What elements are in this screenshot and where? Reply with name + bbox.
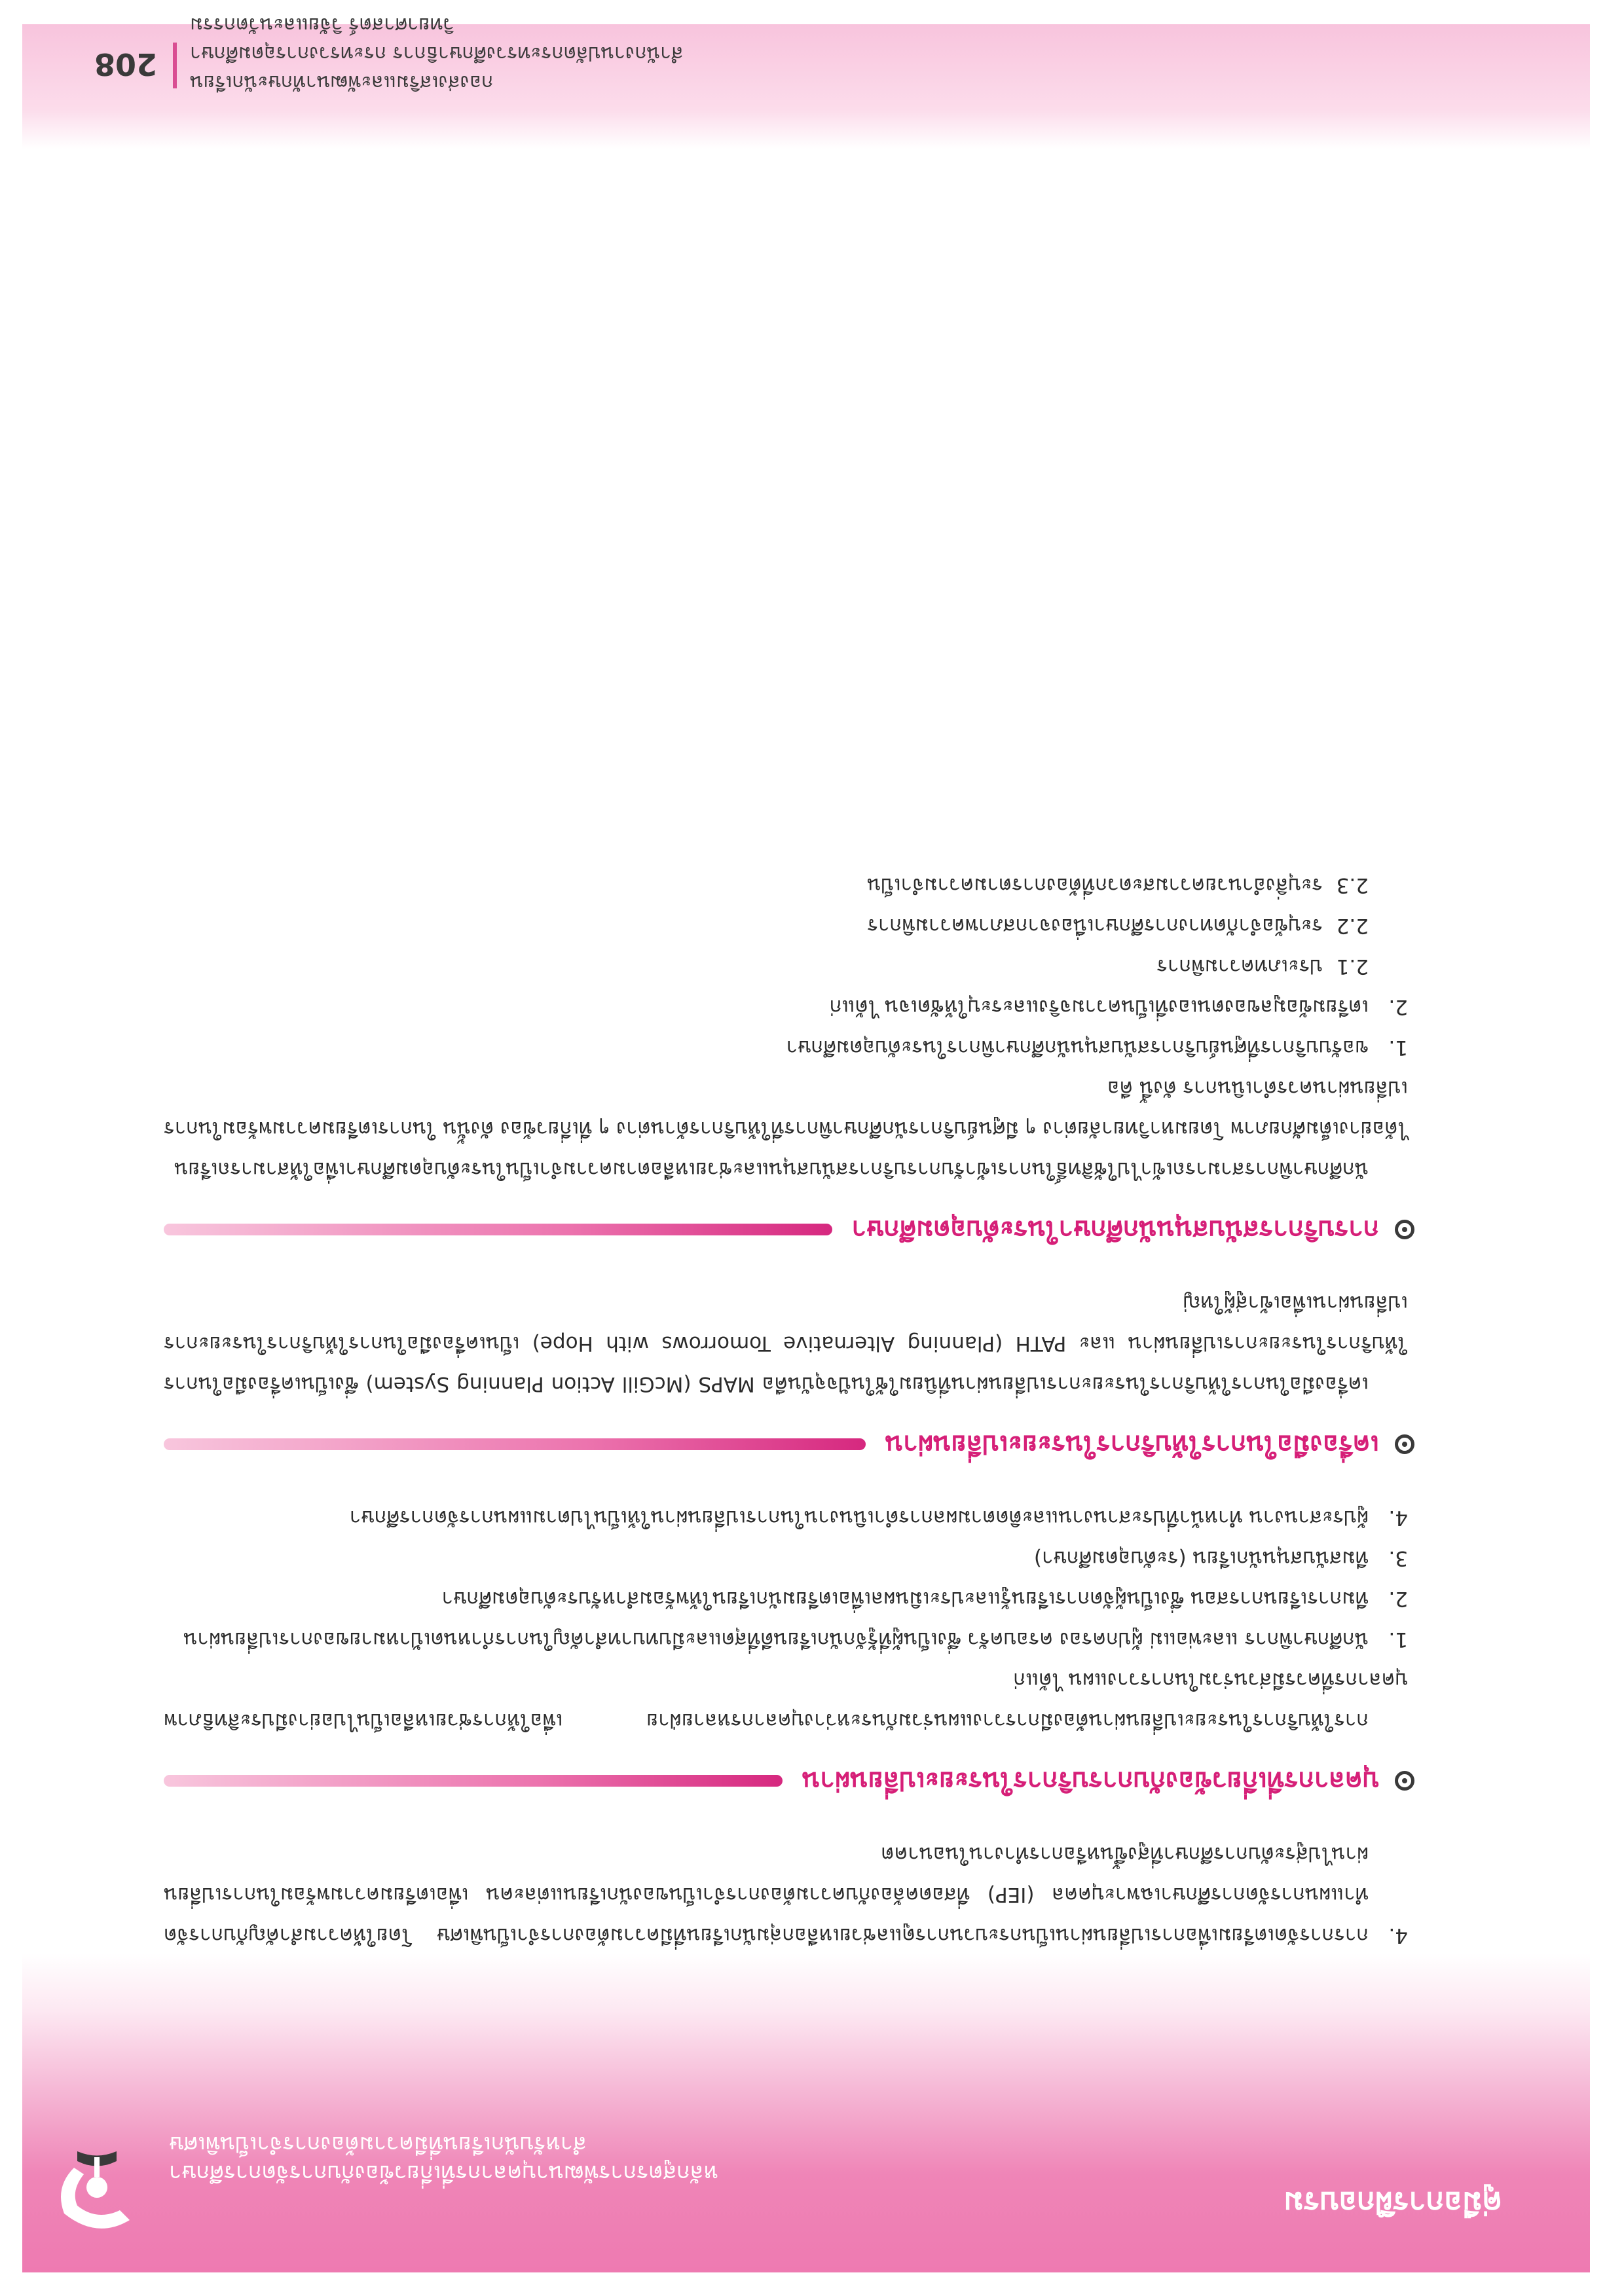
footer-organization	[190, 10, 786, 96]
page-number: 208	[94, 46, 157, 82]
section-title: บุคลากรที่เกี่ยวข้องกับการบริการในระยะเปลี่ยนผ่าน	[802, 1766, 1379, 1796]
brand-subtitle-line-1: หลักสูตรการพัฒนาบุคลากรที่เกี่ยวข้องกับการจัดการศึกษา	[169, 2160, 719, 2186]
sub-list-text: ประเภทความพิการ	[1156, 955, 1323, 978]
list-text: ผู้ประสานงาน ทำหน้าที่ประสานงานและติดตามผลการดำเนินงานในการเปลี่ยนผ่านให้เป็นไปตามแผนการจัดการศึกษา	[349, 1506, 1369, 1529]
brand-title: คู่มือการฝึกอบรม	[1283, 2185, 1502, 2221]
section-heading-transition-personnel	[164, 1758, 1414, 1804]
intro-list-item	[164, 1834, 1408, 1956]
list-item	[164, 1578, 1408, 1619]
footer-divider	[173, 43, 177, 88]
heading-rule	[164, 1438, 866, 1450]
heading-rule	[164, 1224, 832, 1235]
section-bullet-icon	[1395, 1220, 1414, 1239]
brand-subtitle-line-2: สำหรับนักเรียนที่มีความต้องการจำเป็นพิเศษ	[169, 2131, 587, 2157]
sub-list-text: ระบุข้อจำกัดทางการศึกษาเนื่องจากสภาพความพิการ	[867, 914, 1323, 938]
list-number: 3.	[1388, 1546, 1408, 1570]
sub-list-number: 2.2	[1336, 914, 1369, 938]
list-item	[164, 1497, 1408, 1538]
footer-line-2: สำนักงานปลัดกระทรวงศึกษาธิการ กระทรวงการอุดมศึกษา วิทยาศาสตร์ วิจัยและนวัตกรรม	[190, 13, 684, 65]
list-number: 4.	[1388, 1506, 1408, 1529]
sub-list-item	[164, 946, 1408, 987]
section-title: การบริการสนับสนุนนักศึกษาในระดับอุดมศึกษา	[851, 1214, 1379, 1245]
brand-subtitle	[169, 2130, 857, 2187]
header-band	[22, 1953, 1590, 2272]
section-title: เครื่องมือในการให้บริการในระยะเปลี่ยนผ่าน	[885, 1429, 1379, 1459]
list-text: เตรียมข้อมูลของตนเองที่เป็นความจริงและระบุให้ชัดเจน ได้แก่	[829, 995, 1369, 1019]
list-item	[164, 1538, 1408, 1578]
list-text: ทีมสนับสนุนนักเรียน (ระดับอุดมศึกษา)	[1033, 1546, 1369, 1570]
reading-person-logo-icon	[51, 2135, 143, 2233]
sub-list-number: 2.1	[1336, 955, 1369, 978]
section-paragraph: เครื่องมือในการให้บริการในระยะการเปลี่ยนผ่านที่นิยมใช้ในปัจจุบันคือ MAPS (McGill Action Planning System) ซึ่งเป็นเครื่องมือในการให้บริการในระยะการเปลี่ยนผ่าน และ PATH (Planning Alternative Tomorrows with Hope) เป็นเครื่องมือในการให้บริการในระยะการเปลี่ยนผ่านเพื่อเข้าสู่ผู้ใหญ่	[164, 1291, 1408, 1396]
main-content	[164, 865, 1408, 1956]
sub-list-number: 2.3	[1336, 873, 1369, 897]
list-item	[164, 1027, 1408, 1068]
sub-list-text: ระบุสิ่งอำนวยความสะดวกที่ต้องการตามความจำเป็น	[867, 873, 1323, 897]
list-number: 1.	[1388, 1036, 1408, 1059]
list-text: ทีมการเรียนการสอน ซึ่งเป็นผู้จัดการเรียนรู้และประเมินผลเพื่อเตรียมนักเรียนให้พร้อมสำหรับระดับอุดมศึกษา	[441, 1587, 1369, 1611]
list-text: นักศึกษาพิการ และพ่อแม่ ผู้ปกครอง ครอบครัว ซึ่งเป็นผู้ที่รู้จักนักเรียนดีที่สุดและมีบทบาทสำคัญในการกำหนดเป้าหมายของการเปลี่ยนผ่าน	[183, 1628, 1369, 1651]
list-item	[164, 1619, 1408, 1660]
heading-rule	[164, 1775, 783, 1787]
section-heading-higher-education-support	[164, 1207, 1414, 1252]
sub-list-item	[164, 865, 1408, 905]
list-item	[164, 987, 1408, 1027]
list-number: 4.	[1388, 1923, 1408, 1947]
section-paragraph: นักศึกษาพิการสามารถเข้าไปใช้สิทธิ์ในการเข้ารับการบริการสนับสนุนและช่วยเหลือตามความจำเป็นในระดับอุดมศึกษาเพื่อให้สามารถเรียนได้อย่างเต็มศักยภาพ โดยมหาวิทยาลัยต่าง ๆ มีศูนย์บริการนักศึกษาพิการที่ให้บริการด้านต่าง ๆ ที่เกี่ยวข้อง ดังนั้น ในการเตรียมความพร้อมในการเปลี่ยนผ่านควรดำเนินการ ดังนี้ คือ	[164, 1076, 1408, 1181]
list-text: ขอรับบริการที่ศูนย์บริการสนับสนุนนักศึกษาพิการในระดับอุดมศึกษา	[786, 1036, 1369, 1059]
section-bullet-icon	[1395, 1434, 1414, 1454]
section-bullet-icon	[1395, 1771, 1414, 1791]
list-number: 2.	[1388, 995, 1408, 1019]
list-text: การการจัดเตรียมเพื่อการเปลี่ยนผ่านเป็นกระบวนการดูแลช่วยเหลือกลุ่มนักเรียนที่มีความต้องการจำเป็นพิเศษ โดยให้ความสำคัญกับการจัดทำแผนการจัดการศึกษาเฉพาะบุคคล (IEP) ที่สอดคล้องกับความต้องการจำเป็นของนักเรียนแต่ละคน เพื่อเตรียมความพร้อมในการเปลี่ยนผ่านไปสู่ระดับการศึกษาที่สูงขึ้นหรือการทำงานในอนาคต	[164, 1842, 1369, 1947]
list-number: 1.	[1388, 1628, 1408, 1651]
footer-line-1: กองส่งเสริมและพัฒนาทักษะนักเรียน	[190, 71, 494, 94]
section-paragraph: การให้บริการในระยะเปลี่ยนผ่านต้องมีการวางแผนร่วมกันระหว่างบุคลากรหลายฝ่าย เพื่อให้การช่วยเหลือเป็นไปอย่างมีประสิทธิภาพ บุคลากรที่ควรมีส่วนร่วมในการวางแผน ได้แก่	[164, 1668, 1408, 1732]
list-number: 2.	[1388, 1587, 1408, 1611]
section-heading-transition-tools	[164, 1421, 1414, 1467]
sub-list-item	[164, 905, 1408, 946]
